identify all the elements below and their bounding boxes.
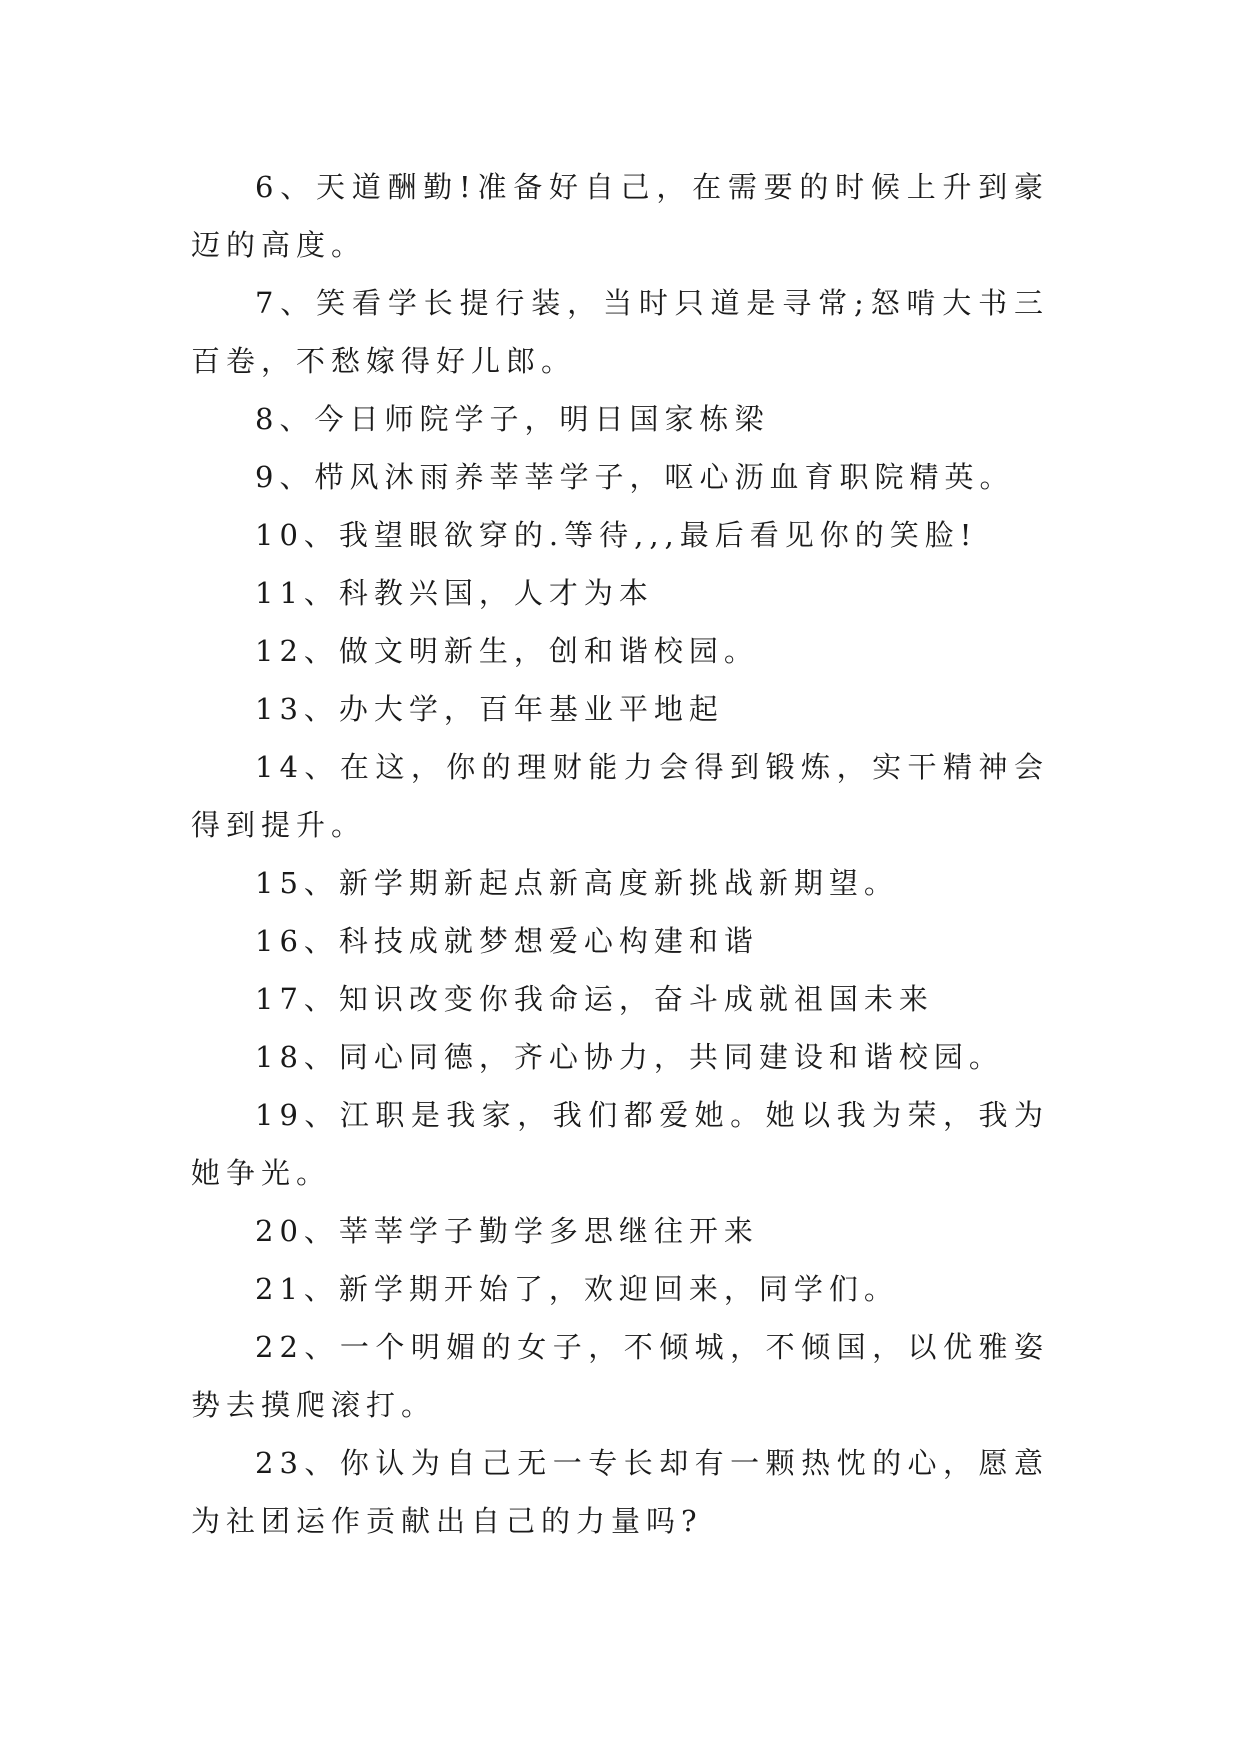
paragraph-16: 16、科技成就梦想爱心构建和谐 — [255, 924, 759, 958]
paragraph-18: 18、同心同德，齐心协力，共同建设和谐校园。 — [255, 1040, 1004, 1074]
paragraph-19: 19、江职是我家，我们都爱她。她以我为荣，我为她争光。 — [191, 1098, 1049, 1190]
paragraph-22: 22、一个明媚的女子，不倾城，不倾国，以优雅姿势去摸爬滚打。 — [191, 1330, 1049, 1422]
paragraph-21: 21、新学期开始了，欢迎回来，同学们。 — [255, 1272, 899, 1306]
paragraph-20: 20、莘莘学子勤学多思继往开来 — [255, 1214, 759, 1248]
paragraph-15: 15、新学期新起点新高度新挑战新期望。 — [255, 866, 899, 900]
paragraph-13: 13、办大学，百年基业平地起 — [255, 692, 724, 726]
paragraph-12: 12、做文明新生，创和谐校园。 — [255, 634, 759, 668]
paragraph-11: 11、科教兴国，人才为本 — [255, 576, 654, 610]
paragraph-10: 10、我望眼欲穿的.等待,,,最后看见你的笑脸! — [255, 518, 978, 552]
paragraph-14: 14、在这，你的理财能力会得到锻炼，实干精神会得到提升。 — [191, 750, 1049, 842]
paragraph-6: 6、天道酬勤!准备好自己，在需要的时候上升到豪迈的高度。 — [191, 170, 1049, 262]
paragraph-7: 7、笑看学长提行装，当时只道是寻常;怒啃大书三百卷，不愁嫁得好儿郎。 — [191, 286, 1049, 378]
paragraph-17: 17、知识改变你我命运，奋斗成就祖国未来 — [255, 982, 934, 1016]
document-body — [191, 158, 1049, 1550]
paragraph-9: 9、栉风沐雨养莘莘学子，呕心沥血育职院精英。 — [255, 460, 1015, 494]
paragraph-8: 8、今日师院学子，明日国家栋梁 — [255, 402, 770, 436]
paragraph-23: 23、你认为自己无一专长却有一颗热忱的心，愿意为社团运作贡献出自己的力量吗? — [191, 1446, 1049, 1538]
